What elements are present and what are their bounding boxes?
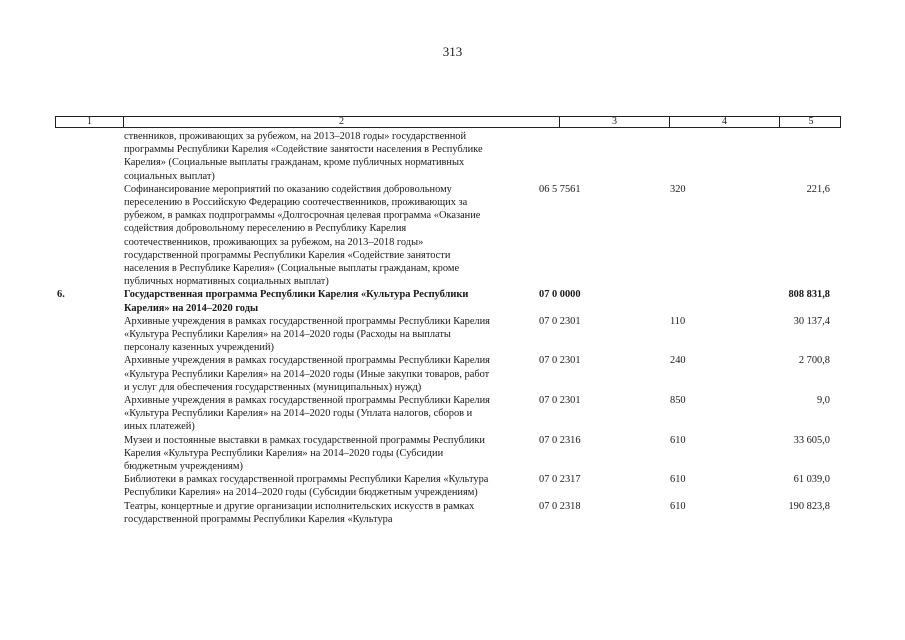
table-row [0, 500, 905, 526]
row-expense-type: 110 [670, 315, 686, 327]
row-amount: 61 039,0 [793, 474, 830, 486]
row-description: ственников, проживающих за рубежом, на 2013–2018 годы» государственной программы Республики Карелия «Содействие занятости населения в Республике Карелия» (Социальные выплаты гражданам, кроме публичных нормативных социальных выплат) [124, 131, 483, 182]
row-description: Театры, концертные и другие организации исполнительских искусств в рамках государственной программы Республики Карелия «Культура [124, 500, 475, 525]
row-code: 07 0 2317 [539, 474, 581, 486]
row-amount: 808 831,8 [788, 289, 830, 301]
header-col-1: 1 [56, 117, 124, 127]
row-number: 6. [57, 289, 65, 301]
table-row [0, 288, 905, 314]
row-expense-type: 240 [670, 355, 686, 367]
table-row [0, 183, 905, 289]
row-description: Софинансирование мероприятий по оказанию содействия добровольному переселению в Российскую Федерацию соотечественников, проживающих за рубежом, в рамках подпрограммы «Долгосрочная целевая программа «Оказание содействия добровольному переселению в Республику Карелия соотечественников, проживающих за рубежом, на 2013–2018 годы» государственной программы Республики Карелия «Содействие занятости населения в Республике Карелия» (Социальные выплаты гражданам, кроме публичных нормативных социальных выплат) [124, 183, 481, 288]
row-amount: 9,0 [817, 395, 830, 407]
table-row [0, 394, 905, 434]
row-description: Архивные учреждения в рамках государственной программы Республики Карелия «Культура Республики Карелия» на 2014–2020 годы (Иные закупки товаров, работ и услуг для обеспечения государственных (муниципальных) нужд) [124, 355, 490, 393]
row-expense-type: 320 [670, 183, 686, 195]
table-body [0, 130, 905, 526]
row-code: 07 0 2301 [539, 395, 581, 407]
row-expense-type: 610 [670, 474, 686, 486]
row-amount: 221,6 [806, 183, 830, 195]
row-description: Архивные учреждения в рамках государственной программы Республики Карелия «Культура Республики Карелия» на 2014–2020 годы (Уплата налогов, сборов и иных платежей) [124, 395, 490, 433]
row-code: 07 0 2301 [539, 355, 581, 367]
header-col-2: 2 [124, 117, 560, 127]
header-col-4: 4 [670, 117, 780, 127]
row-code: 07 0 2301 [539, 315, 581, 327]
row-expense-type: 610 [670, 434, 686, 446]
row-amount: 2 700,8 [798, 355, 830, 367]
row-expense-type: 850 [670, 395, 686, 407]
table-row [0, 434, 905, 474]
row-description: Библиотеки в рамках государственной программы Республики Карелия «Культура Республики Карелия» на 2014–2020 годы (Субсидии бюджетным учреждениям) [124, 474, 489, 499]
row-expense-type: 610 [670, 500, 686, 512]
row-amount: 190 823,8 [788, 500, 830, 512]
row-code: 07 0 0000 [539, 289, 581, 301]
row-code: 07 0 2316 [539, 434, 581, 446]
row-amount: 30 137,4 [793, 315, 830, 327]
table-row [0, 473, 905, 499]
table-row [0, 130, 905, 183]
row-description: Государственная программа Республики Карелия «Культура Республики Карелия» на 2014–2020 годы [124, 289, 469, 314]
table-row [0, 354, 905, 394]
table-row [0, 315, 905, 355]
header-col-3: 3 [560, 117, 670, 127]
row-description: Архивные учреждения в рамках государственной программы Республики Карелия «Культура Республики Карелия» на 2014–2020 годы (Расходы на выплаты персоналу казенных учреждений) [124, 315, 490, 354]
header-col-5: 5 [808, 116, 814, 127]
page-number: 313 [442, 44, 463, 59]
table-header [55, 116, 841, 128]
row-description: Музеи и постоянные выставки в рамках государственной программы Республики Карелия «Культура Республики Карелия» на 2014–2020 годы (Субсидии бюджетным учреждениям) [124, 434, 485, 473]
row-code: 07 0 2318 [539, 500, 581, 512]
row-amount: 33 605,0 [793, 434, 830, 446]
row-code: 06 5 7561 [539, 183, 581, 195]
